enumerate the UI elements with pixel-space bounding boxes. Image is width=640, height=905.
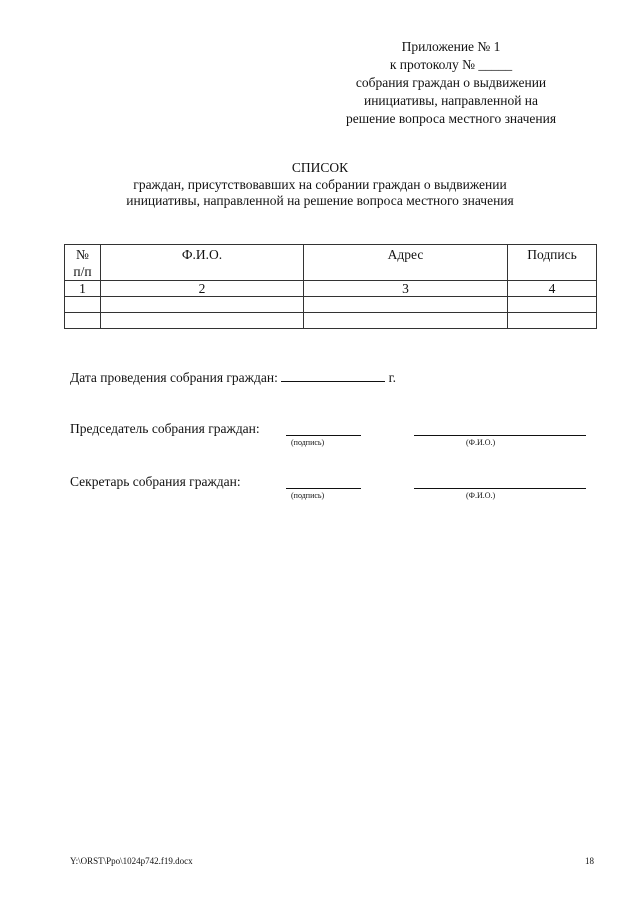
header-number-line-1: № [76,247,89,262]
attendees-table [64,244,597,329]
document-title [0,160,640,210]
date-suffix: г. [388,370,396,385]
title-line-1: граждан, присутствовавших на собрании граждан о выдвижении [133,176,507,192]
chairman-signature-line[interactable] [286,435,361,436]
table-cell[interactable] [101,297,304,313]
table-row [65,281,597,297]
table-cell[interactable] [508,313,597,329]
secretary-signature-line[interactable] [286,488,361,489]
footer-file-path: Y:\ORST\Ppo\1024p742.f19.docx [70,856,193,866]
secretary-signature-hint: (подпись) [291,491,325,500]
table-cell[interactable] [65,297,101,313]
chairman-name-hint: (Ф.И.О.) [466,438,496,447]
header-number [65,245,101,281]
table-cell: 4 [508,281,597,297]
table-cell: 3 [304,281,508,297]
table-cell[interactable] [101,313,304,329]
title-line-2: инициативы, направленной на решение вопроса местного значения [126,193,514,208]
footer-page-number: 18 [585,856,594,866]
table-cell[interactable] [304,297,508,313]
date-line [70,368,396,386]
appendix-line-5: решение вопроса местного значения [345,111,557,126]
header-signature: Подпись [508,245,597,281]
appendix-line-1: Приложение № 1 [401,39,501,54]
date-label: Дата проведения собрания граждан: [70,370,278,385]
chairman-signature-hint: (подпись) [291,438,325,447]
secretary-name-line[interactable] [414,488,586,489]
table-cell: 1 [65,281,101,297]
table-row [65,313,597,329]
title-heading: СПИСОК [291,160,349,175]
header-fio: Ф.И.О. [101,245,304,281]
secretary-name-hint: (Ф.И.О.) [466,491,496,500]
table-row [65,297,597,313]
appendix-line-4: инициативы, направленной на [363,93,539,108]
table-header-row [65,245,597,281]
chairman-label: Председатель собрания граждан: [70,421,260,436]
appendix-block [306,38,596,128]
appendix-line-3: собрания граждан о выдвижении [355,75,547,90]
header-address: Адрес [304,245,508,281]
table-cell: 2 [101,281,304,297]
header-number-line-2: п/п [73,264,92,279]
table-cell[interactable] [65,313,101,329]
table-cell[interactable] [304,313,508,329]
table-cell[interactable] [508,297,597,313]
secretary-label: Секретарь собрания граждан: [70,474,241,489]
date-blank[interactable] [281,368,385,382]
appendix-line-2: к протоколу № _____ [389,57,513,72]
chairman-name-line[interactable] [414,435,586,436]
